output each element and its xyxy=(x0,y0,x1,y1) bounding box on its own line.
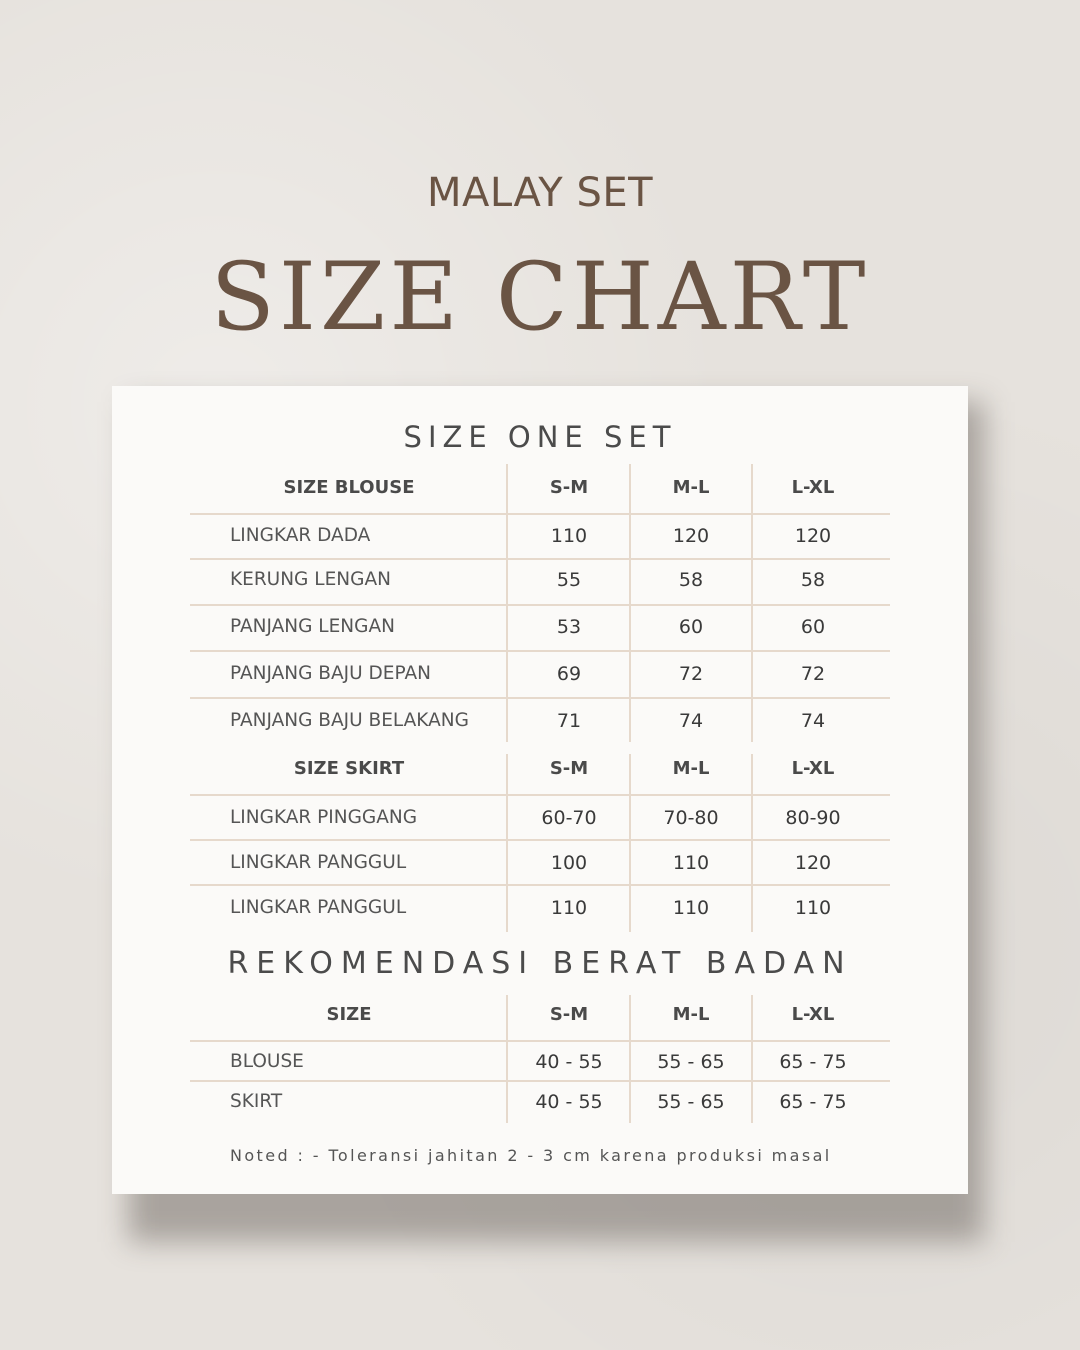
subtitle: MALAY SET xyxy=(426,170,654,216)
blouse-row-value: 58 xyxy=(678,569,704,591)
column-divider xyxy=(629,464,631,742)
weight-row-label: BLOUSE xyxy=(230,1051,304,1072)
blouse-row-label: KERUNG LENGAN xyxy=(230,569,391,590)
skirt-row-value: 100 xyxy=(550,852,588,874)
skirt-row-label: LINGKAR PANGGUL xyxy=(230,852,407,873)
blouse-row-value: 71 xyxy=(556,710,582,732)
skirt-row-value: 110 xyxy=(672,897,710,919)
weight-header-size: L-XL xyxy=(791,1004,835,1025)
column-divider xyxy=(751,995,753,1123)
blouse-header-size: L-XL xyxy=(791,477,835,498)
blouse-row-value: 120 xyxy=(672,525,710,547)
skirt-row-label: LINGKAR PINGGANG xyxy=(230,807,418,828)
row-divider xyxy=(190,513,890,515)
blouse-row-value: 110 xyxy=(550,525,588,547)
column-divider xyxy=(751,754,753,932)
column-divider xyxy=(751,464,753,742)
table-grid xyxy=(112,386,968,1194)
skirt-header-size: S-M xyxy=(549,758,589,779)
skirt-header-size: L-XL xyxy=(791,758,835,779)
weight-row-label: SKIRT xyxy=(230,1091,283,1112)
section-title-size-one-set: SIZE ONE SET xyxy=(403,420,677,454)
weight-header-size: M-L xyxy=(672,1004,710,1025)
skirt-row-value: 110 xyxy=(794,897,832,919)
blouse-row-label: LINGKAR DADA xyxy=(230,525,371,546)
row-divider xyxy=(190,794,890,796)
column-divider xyxy=(506,754,508,932)
weight-row-value: 40 - 55 xyxy=(535,1051,603,1073)
skirt-header-size: M-L xyxy=(672,758,710,779)
row-divider xyxy=(190,650,890,652)
blouse-row-label: PANJANG BAJU DEPAN xyxy=(230,663,431,684)
blouse-header-label: SIZE BLOUSE xyxy=(283,477,415,498)
skirt-row-label: LINGKAR PANGGUL xyxy=(230,897,407,918)
weight-row-value: 55 - 65 xyxy=(657,1091,725,1113)
weight-row-value: 55 - 65 xyxy=(657,1051,725,1073)
skirt-row-value: 110 xyxy=(550,897,588,919)
weight-row-value: 40 - 55 xyxy=(535,1091,603,1113)
size-chart-card xyxy=(112,386,968,1194)
skirt-row-value: 70-80 xyxy=(663,807,719,829)
skirt-row-value: 110 xyxy=(672,852,710,874)
blouse-row-value: 55 xyxy=(556,569,582,591)
row-divider xyxy=(190,839,890,841)
note-text: Noted : - Toleransi jahitan 2 - 3 cm karena produksi masal xyxy=(230,1146,832,1165)
blouse-row-value: 53 xyxy=(556,616,582,638)
weight-header-label: SIZE xyxy=(326,1004,372,1025)
blouse-row-label: PANJANG LENGAN xyxy=(230,616,395,637)
blouse-row-value: 69 xyxy=(556,663,582,685)
page-title: SIZE CHART xyxy=(210,243,870,352)
blouse-row-value: 120 xyxy=(794,525,832,547)
blouse-row-value: 74 xyxy=(678,710,704,732)
blouse-row-value: 60 xyxy=(800,616,826,638)
skirt-row-value: 60-70 xyxy=(541,807,597,829)
weight-row-value: 65 - 75 xyxy=(779,1051,847,1073)
skirt-row-value: 120 xyxy=(794,852,832,874)
blouse-row-value: 58 xyxy=(800,569,826,591)
column-divider xyxy=(506,995,508,1123)
blouse-header-size: M-L xyxy=(672,477,710,498)
row-divider xyxy=(190,697,890,699)
row-divider xyxy=(190,884,890,886)
blouse-row-value: 74 xyxy=(800,710,826,732)
column-divider xyxy=(629,754,631,932)
blouse-row-label: PANJANG BAJU BELAKANG xyxy=(230,710,469,731)
blouse-row-value: 72 xyxy=(800,663,826,685)
weight-header-size: S-M xyxy=(549,1004,589,1025)
blouse-row-value: 60 xyxy=(678,616,704,638)
weight-row-value: 65 - 75 xyxy=(779,1091,847,1113)
skirt-header-label: SIZE SKIRT xyxy=(293,758,405,779)
row-divider xyxy=(190,604,890,606)
section-title-weight: REKOMENDASI BERAT BADAN xyxy=(227,946,853,981)
skirt-row-value: 80-90 xyxy=(785,807,841,829)
blouse-header-size: S-M xyxy=(549,477,589,498)
column-divider xyxy=(629,995,631,1123)
column-divider xyxy=(506,464,508,742)
blouse-row-value: 72 xyxy=(678,663,704,685)
